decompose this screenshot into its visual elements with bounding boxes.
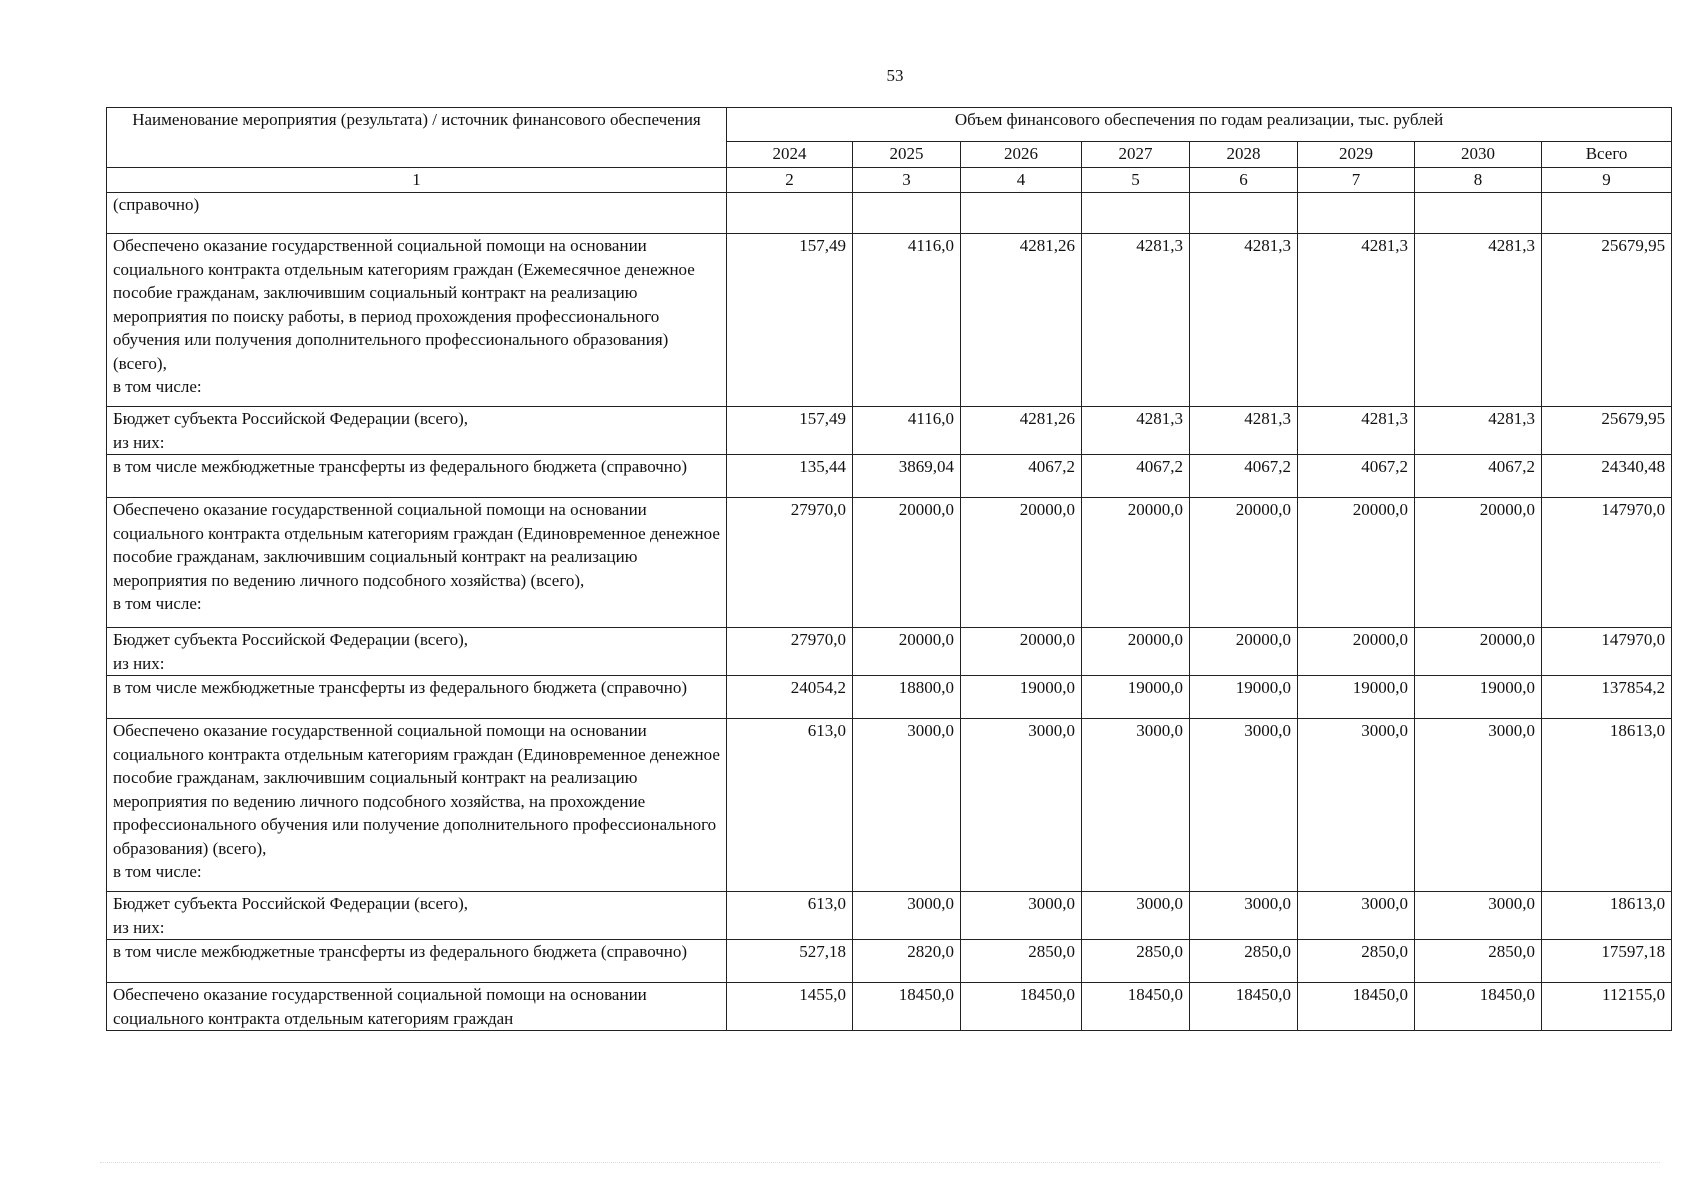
value-cell: 20000,0	[961, 628, 1082, 676]
value-cell: 147970,0	[1542, 628, 1672, 676]
row-name-cell: Бюджет субъекта Российской Федерации (всего), из них:	[107, 628, 727, 676]
value-cell: 613,0	[727, 892, 853, 940]
row-name-cell: (справочно)	[107, 193, 727, 234]
table-row	[107, 676, 1672, 719]
value-cell: 3000,0	[961, 719, 1082, 892]
value-cell: 4116,0	[853, 407, 961, 455]
value-cell: 4067,2	[961, 455, 1082, 498]
header-year: Всего	[1542, 142, 1672, 168]
value-cell: 3000,0	[1415, 719, 1542, 892]
table-row	[107, 719, 1672, 892]
value-cell: 3000,0	[1190, 892, 1298, 940]
value-cell: 2850,0	[1298, 940, 1415, 983]
value-cell	[727, 193, 853, 234]
header-year: 2029	[1298, 142, 1415, 168]
table-row	[107, 234, 1672, 407]
value-cell: 3000,0	[853, 719, 961, 892]
value-cell: 20000,0	[1190, 498, 1298, 628]
page-number: 53	[886, 66, 904, 85]
row-name-cell: Обеспечено оказание государственной социальной помощи на основании социального контракта отдельным категориям граждан (Единовременное денежное пособие гражданам, заключившим социальный контракт на реализацию мероприятия по ведению личного подсобного хозяйства, на прохождение профессионального обучения или получение дополнительного профессионального образования) (всего), в том числе:	[107, 719, 727, 892]
value-cell: 18800,0	[853, 676, 961, 719]
row-name-cell: в том числе межбюджетные трансферты из федерального бюджета (справочно)	[107, 676, 727, 719]
value-cell: 19000,0	[1190, 676, 1298, 719]
value-cell: 3000,0	[1298, 892, 1415, 940]
value-cell: 20000,0	[853, 498, 961, 628]
value-cell: 3000,0	[1190, 719, 1298, 892]
value-cell: 3000,0	[853, 892, 961, 940]
header-name-column: Наименование мероприятия (результата) / источник финансового обеспечения	[107, 108, 727, 168]
value-cell: 137854,2	[1542, 676, 1672, 719]
value-cell: 18450,0	[853, 983, 961, 1031]
value-cell: 20000,0	[1082, 628, 1190, 676]
value-cell: 4281,26	[961, 234, 1082, 407]
row-name-cell: Обеспечено оказание государственной социальной помощи на основании социального контракта отдельным категориям граждан (Ежемесячное денежное пособие гражданам, заключившим социальный контракт на реализацию мероприятия по поиску работы, в период прохождения профессионального обучения или получения дополнительного профессионального образования) (всего), в том числе:	[107, 234, 727, 407]
value-cell: 157,49	[727, 407, 853, 455]
value-cell	[1542, 193, 1672, 234]
value-cell: 3000,0	[961, 892, 1082, 940]
value-cell	[1190, 193, 1298, 234]
column-number: 5	[1082, 168, 1190, 193]
header-year: 2024	[727, 142, 853, 168]
header-financing-group: Объем финансового обеспечения по годам реализации, тыс. рублей	[727, 108, 1672, 142]
column-number: 4	[961, 168, 1082, 193]
header-year: 2028	[1190, 142, 1298, 168]
value-cell	[961, 193, 1082, 234]
value-cell: 3000,0	[1415, 892, 1542, 940]
column-number: 8	[1415, 168, 1542, 193]
value-cell: 157,49	[727, 234, 853, 407]
value-cell: 4281,3	[1298, 407, 1415, 455]
value-cell: 147970,0	[1542, 498, 1672, 628]
value-cell: 2820,0	[853, 940, 961, 983]
value-cell: 18450,0	[961, 983, 1082, 1031]
value-cell: 4116,0	[853, 234, 961, 407]
value-cell: 3869,04	[853, 455, 961, 498]
value-cell: 19000,0	[1415, 676, 1542, 719]
row-name-cell: в том числе межбюджетные трансферты из федерального бюджета (справочно)	[107, 940, 727, 983]
value-cell: 18450,0	[1082, 983, 1190, 1031]
value-cell	[1082, 193, 1190, 234]
value-cell: 4281,3	[1298, 234, 1415, 407]
value-cell: 4281,3	[1082, 407, 1190, 455]
value-cell: 4281,3	[1082, 234, 1190, 407]
column-numbers-row	[107, 168, 1672, 193]
value-cell: 20000,0	[1190, 628, 1298, 676]
value-cell: 20000,0	[1415, 498, 1542, 628]
value-cell: 27970,0	[727, 498, 853, 628]
header-year: 2026	[961, 142, 1082, 168]
row-name-cell: в том числе межбюджетные трансферты из федерального бюджета (справочно)	[107, 455, 727, 498]
value-cell: 25679,95	[1542, 234, 1672, 407]
value-cell: 19000,0	[961, 676, 1082, 719]
value-cell: 17597,18	[1542, 940, 1672, 983]
value-cell: 3000,0	[1298, 719, 1415, 892]
value-cell	[1415, 193, 1542, 234]
value-cell: 18450,0	[1298, 983, 1415, 1031]
table-row	[107, 892, 1672, 940]
value-cell: 24054,2	[727, 676, 853, 719]
value-cell: 4281,3	[1415, 407, 1542, 455]
table-row	[107, 498, 1672, 628]
column-number: 3	[853, 168, 961, 193]
value-cell: 613,0	[727, 719, 853, 892]
value-cell: 19000,0	[1082, 676, 1190, 719]
column-number: 2	[727, 168, 853, 193]
value-cell: 2850,0	[1415, 940, 1542, 983]
header-year: 2030	[1415, 142, 1542, 168]
table-row	[107, 193, 1672, 234]
value-cell: 4067,2	[1082, 455, 1190, 498]
value-cell: 2850,0	[1190, 940, 1298, 983]
table-row	[107, 455, 1672, 498]
value-cell: 20000,0	[1298, 628, 1415, 676]
table-body	[107, 193, 1672, 1031]
row-name-cell: Обеспечено оказание государственной социальной помощи на основании социального контракта отдельным категориям граждан (Единовременное денежное пособие гражданам, заключившим социальный контракт на реализацию мероприятия по ведению личного подсобного хозяйства) (всего), в том числе:	[107, 498, 727, 628]
row-name-cell: Бюджет субъекта Российской Федерации (всего), из них:	[107, 892, 727, 940]
value-cell: 2850,0	[961, 940, 1082, 983]
value-cell: 18450,0	[1190, 983, 1298, 1031]
header-year: 2025	[853, 142, 961, 168]
value-cell: 4067,2	[1190, 455, 1298, 498]
value-cell: 4067,2	[1415, 455, 1542, 498]
value-cell: 25679,95	[1542, 407, 1672, 455]
column-number: 9	[1542, 168, 1672, 193]
value-cell: 4281,3	[1190, 234, 1298, 407]
column-number: 7	[1298, 168, 1415, 193]
column-number: 1	[107, 168, 727, 193]
value-cell: 4281,3	[1190, 407, 1298, 455]
value-cell: 527,18	[727, 940, 853, 983]
value-cell: 19000,0	[1298, 676, 1415, 719]
column-number: 6	[1190, 168, 1298, 193]
value-cell: 135,44	[727, 455, 853, 498]
value-cell: 3000,0	[1082, 719, 1190, 892]
page-footer-rule	[100, 1162, 1660, 1163]
header-year: 2027	[1082, 142, 1190, 168]
value-cell: 1455,0	[727, 983, 853, 1031]
value-cell	[853, 193, 961, 234]
value-cell: 27970,0	[727, 628, 853, 676]
financing-table	[106, 107, 1672, 1031]
row-name-cell: Бюджет субъекта Российской Федерации (всего), из них:	[107, 407, 727, 455]
value-cell: 24340,48	[1542, 455, 1672, 498]
value-cell	[1298, 193, 1415, 234]
table-row	[107, 983, 1672, 1031]
value-cell: 20000,0	[1298, 498, 1415, 628]
value-cell: 20000,0	[853, 628, 961, 676]
value-cell: 20000,0	[1082, 498, 1190, 628]
row-name-cell: Обеспечено оказание государственной социальной помощи на основании социального контракта отдельным категориям граждан	[107, 983, 727, 1031]
table-row	[107, 628, 1672, 676]
value-cell: 2850,0	[1082, 940, 1190, 983]
value-cell: 4281,3	[1415, 234, 1542, 407]
value-cell: 112155,0	[1542, 983, 1672, 1031]
value-cell: 4067,2	[1298, 455, 1415, 498]
table-row	[107, 940, 1672, 983]
value-cell: 20000,0	[1415, 628, 1542, 676]
value-cell: 18613,0	[1542, 892, 1672, 940]
value-cell: 20000,0	[961, 498, 1082, 628]
value-cell: 4281,26	[961, 407, 1082, 455]
value-cell: 18613,0	[1542, 719, 1672, 892]
table-row	[107, 407, 1672, 455]
value-cell: 3000,0	[1082, 892, 1190, 940]
value-cell: 18450,0	[1415, 983, 1542, 1031]
